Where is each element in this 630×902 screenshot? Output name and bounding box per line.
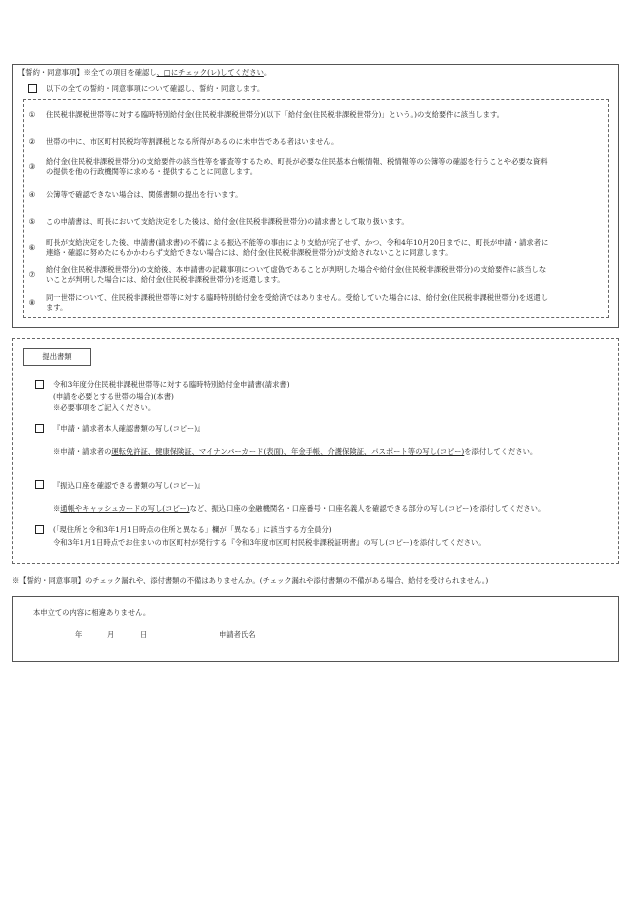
- consent-item-text: 住民税非課税世帯等に対する臨時特別給付金(住民税非課税世帯分)(以下「給付金(住民税非課税世帯分)」という。)の支給要件に該当します。: [46, 110, 504, 119]
- doc2-note-documents: 運転免許証、健康保険証、マイナンバーカード(表面)、年金手帳、介護保険証、パスポート等の写し(コピー): [111, 447, 465, 456]
- doc3-note: [53, 504, 545, 513]
- doc2-note-prefix: ※申請・請求者の: [53, 447, 112, 456]
- consent-item-text: 町長が支給決定をした後、申請書(請求書)の不備による振込不能等の事由により支給が完了せず、かつ、令和4年10月20日までに、町長が申請・請求者に: [46, 238, 549, 247]
- consent-item-number: ⑦: [28, 270, 36, 279]
- doc4-line-2: 令和3年1月1日時点でお住まいの市区町村が発行する『令和3年度市区町村民税非課税証明書』の写し(コピー)を添付してください。: [53, 538, 486, 547]
- consent-header-instruction: 、□にチェック(レ)してください: [156, 68, 264, 77]
- agree-all-label: 以下の全ての誓約・同意事項について確認し、誓約・同意します。: [46, 84, 265, 93]
- doc1-checkbox[interactable]: [35, 380, 44, 389]
- doc3-note-documents: 通帳やキャッシュカードの写し(コピー): [60, 504, 190, 513]
- footer-note: ※【誓約・同意事項】のチェック漏れや、添付書類の不備はありませんか。(チェック漏れや添付書類の不備がある場合、給付を受けられません。): [12, 576, 489, 585]
- doc2-checkbox[interactable]: [35, 424, 44, 433]
- doc2-title: 『申請・請求者本人確認書類の写し(コピー)』: [53, 424, 205, 433]
- consent-item-text: 同一世帯について、住民税非課税世帯等に対する臨時特別給付金を受給済ではありません。受給していた場合には、給付金(住民税非課税世帯分)を返還し: [46, 293, 549, 302]
- consent-item-number: ⑥: [28, 243, 36, 252]
- doc2-note: [53, 447, 537, 456]
- declaration-text: 本申立ての内容に相違ありません。: [33, 608, 151, 617]
- consent-item-number: ⑧: [28, 298, 36, 307]
- consent-item-number: ③: [28, 162, 36, 171]
- consent-item-number: ②: [28, 137, 36, 146]
- consent-item-text: 連絡・確認に努めたにもかかわらず支給できない場合には、給付金(住民税非課税世帯分)が支給されないことに同意します。: [46, 248, 453, 257]
- doc3-note-prefix: ※: [53, 504, 61, 513]
- consent-item-text: この申請書は、町長において支給決定をした後は、給付金(住民税非課税世帯分)の請求書として取り扱います。: [46, 217, 409, 226]
- consent-item-text: 給付金(住民税非課税世帯分)の支給要件の該当性等を審査等するため、町長が必要な住民基本台帳情報、税情報等の公簿等の確認を行うことや必要な資料: [46, 157, 548, 166]
- submit-documents-title: 提出書類: [42, 352, 72, 361]
- doc3-note-suffix: など、振込口座の金融機関名・口座番号・口座名義人を確認できる部分の写し(コピー)を添付してください。: [189, 504, 546, 513]
- doc4-checkbox[interactable]: [35, 525, 44, 534]
- consent-item-text: 給付金(住民税非課税世帯分)の支給後、本申請書の記載事項について虚偽であることが判明した場合や給付金(住民税非課税世帯分)の支給要件に該当しな: [46, 265, 547, 274]
- declaration-signer-label: 申請者氏名: [219, 630, 256, 639]
- consent-item-text: 世帯の中に、市区町村民税均等割課税となる所得があるのに未申告である者はいません。: [46, 137, 339, 146]
- doc2-note-suffix: を添付してください。: [464, 447, 538, 456]
- consent-header-prefix: 【誓約・同意事項】※全ての項目を確認し: [18, 68, 157, 77]
- doc1-line-2: (申請を必要とする世帯の場合)(本書): [53, 392, 174, 401]
- consent-item-text: ます。: [46, 303, 68, 312]
- consent-item-text: 公簿等で確認できない場合は、関係書類の提出を行います。: [46, 190, 243, 199]
- declaration-box: [12, 596, 619, 662]
- doc1-line-1: 令和3年度分住民税非課税世帯等に対する臨時特別給付金申請書(請求書): [53, 380, 290, 389]
- doc3-checkbox[interactable]: [35, 480, 44, 489]
- doc1-line-3: ※必要事項をご記入ください。: [53, 403, 156, 412]
- consent-item-text: いことが判明した場合には、給付金(住民税非課税世帯分)を返還します。: [46, 275, 285, 284]
- doc4-line-1: (「現住所と令和3年1月1日時点の住所と異なる」欄が「異なる」に該当する方全員分): [53, 525, 332, 534]
- doc3-title: 『振込口座を確認できる書類の写し(コピー)』: [53, 481, 205, 490]
- declaration-day-label: 日: [140, 630, 148, 639]
- consent-item-number: ⑤: [28, 217, 36, 226]
- declaration-month-label: 月: [107, 630, 115, 639]
- consent-items-box: [23, 99, 609, 318]
- submit-documents-title-box: [23, 348, 91, 366]
- consent-header: [18, 68, 271, 77]
- consent-item-text: の提供を他の行政機関等に求める・提供することに同意します。: [46, 167, 258, 176]
- consent-item-number: ①: [28, 110, 36, 119]
- consent-header-suffix: 。: [263, 68, 272, 77]
- agree-all-checkbox[interactable]: [28, 84, 37, 93]
- declaration-year-label: 年: [75, 630, 83, 639]
- consent-item-number: ④: [28, 190, 36, 199]
